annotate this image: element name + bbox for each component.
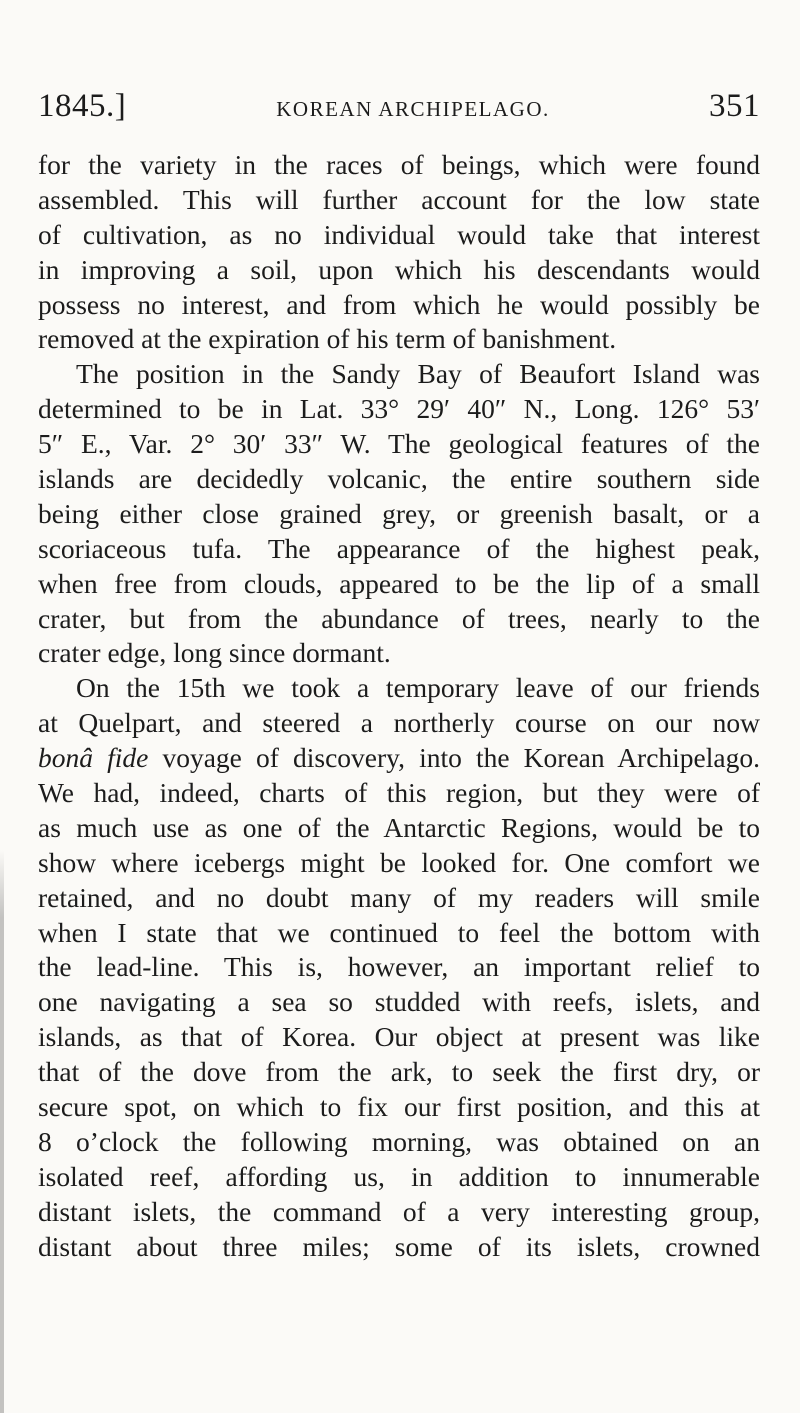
text-line: possess no interest, and from which he would possibly be [38, 288, 760, 320]
running-head [38, 88, 760, 128]
text-line: islands, as that of Korea. Our object at present was like [38, 1021, 760, 1053]
text-line: secure spot, on which to fix our first position, and this at [38, 1091, 760, 1123]
text-line: when I state that we continued to feel the bottom with [38, 916, 760, 948]
page-number: 351 [709, 88, 760, 124]
text-line: crater edge, long since dormant. [38, 637, 391, 669]
body-text [38, 148, 760, 1265]
text-line: determined to be in Lat. 33° 29′ 40″ N., Long. 126° 53′ [38, 393, 760, 425]
page-edge-shadow [0, 850, 4, 1413]
text-line: that of the dove from the ark, to seek the first dry, or [38, 1056, 760, 1088]
text-line-rest: voyage of discovery, into the Korean Archipelago. [148, 742, 760, 774]
text-line: one navigating a sea so studded with reefs, islets, and [38, 986, 760, 1018]
text-line: The position in the Sandy Bay of Beaufort Island was [76, 358, 760, 390]
text-line: at Quelpart, and steered a northerly course on our now [38, 707, 760, 739]
italic-phrase: bonâ fide [38, 742, 149, 774]
text-line: for the variety in the races of beings, which were found [38, 149, 760, 180]
text-line: We had, indeed, charts of this region, but they were of [38, 777, 760, 809]
text-line: when free from clouds, appeared to be the lip of a small [38, 567, 760, 599]
text-line: 8 o’clock the following morning, was obtained on an [38, 1125, 760, 1157]
text-line: On the 15th we took a temporary leave of our friends [76, 672, 760, 704]
text-line: retained, and no doubt many of my readers will smile [38, 881, 760, 913]
text-line: in improving a soil, upon which his descendants would [38, 253, 760, 285]
header-year: 1845.] [38, 88, 127, 124]
text-line: removed at the expiration of his term of banishment. [38, 323, 617, 355]
text-line [38, 741, 760, 776]
header-title: KOREAN ARCHIPELAGO. [276, 97, 550, 121]
text-line: of cultivation, as no individual would take that interest [38, 218, 760, 250]
text-line: as much use as one of the Antarctic Regions, would be to [38, 811, 760, 843]
text-line: assembled. This will further account for the low state [38, 183, 760, 215]
text-line: show where icebergs might be looked for. One comfort we [38, 846, 760, 878]
text-line: being either close grained grey, or greenish basalt, or a [38, 497, 760, 529]
text-line: distant about three miles; some of its islets, crowned [38, 1230, 760, 1262]
text-line: distant islets, the command of a very interesting group, [38, 1195, 760, 1227]
text-line: crater, but from the abundance of trees, nearly to the [38, 602, 760, 634]
text-line: isolated reef, affording us, in addition to innumerable [38, 1160, 760, 1192]
text-line: islands are decidedly volcanic, the entire southern side [38, 463, 760, 495]
text-line: scoriaceous tufa. The appearance of the highest peak, [38, 532, 760, 564]
text-line: the lead-line. This is, however, an important relief to [38, 951, 760, 983]
text-line: 5″ E., Var. 2° 30′ 33″ W. The geological features of the [38, 428, 760, 460]
